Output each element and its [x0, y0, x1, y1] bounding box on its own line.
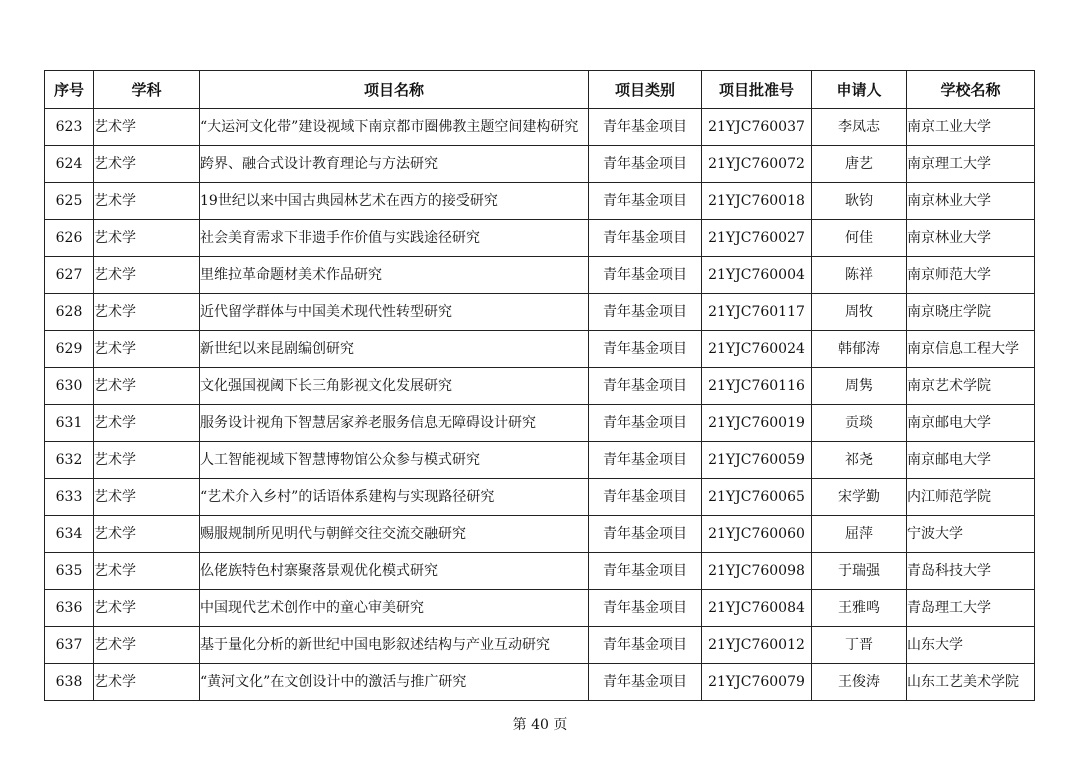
cell-project-name: 中国现代艺术创作中的童心审美研究 — [200, 590, 589, 627]
cell-applicant: 王雅鸣 — [812, 590, 907, 627]
cell-seq: 625 — [45, 183, 94, 220]
table-row — [45, 442, 1035, 479]
cell-project-name: 近代留学群体与中国美术现代性转型研究 — [200, 294, 589, 331]
cell-subject: 艺术学 — [94, 590, 200, 627]
header-subject: 学科 — [94, 71, 200, 109]
cell-approval-code: 21YJC760059 — [702, 442, 812, 479]
cell-applicant: 李凤志 — [812, 109, 907, 146]
cell-seq: 630 — [45, 368, 94, 405]
cell-subject: 艺术学 — [94, 627, 200, 664]
cell-project-name: 服务设计视角下智慧居家养老服务信息无障碍设计研究 — [200, 405, 589, 442]
header-applicant: 申请人 — [812, 71, 907, 109]
cell-subject: 艺术学 — [94, 368, 200, 405]
project-table — [44, 70, 1035, 701]
cell-project-name: 人工智能视域下智慧博物馆公众参与模式研究 — [200, 442, 589, 479]
header-row — [45, 71, 1035, 109]
cell-project-name: “大运河文化带”建设视域下南京都市圈佛教主题空间建构研究 — [200, 109, 589, 146]
cell-project-type: 青年基金项目 — [589, 257, 702, 294]
cell-school: 宁波大学 — [907, 516, 1035, 553]
cell-approval-code: 21YJC760037 — [702, 109, 812, 146]
cell-school: 南京理工大学 — [907, 146, 1035, 183]
cell-school: 青岛科技大学 — [907, 553, 1035, 590]
header-project-type: 项目类别 — [589, 71, 702, 109]
cell-project-type: 青年基金项目 — [589, 590, 702, 627]
cell-project-name: 社会美育需求下非遗手作价值与实践途径研究 — [200, 220, 589, 257]
table-row — [45, 405, 1035, 442]
header-seq: 序号 — [45, 71, 94, 109]
cell-school: 南京信息工程大学 — [907, 331, 1035, 368]
table-row — [45, 220, 1035, 257]
table-row — [45, 664, 1035, 701]
cell-subject: 艺术学 — [94, 109, 200, 146]
table-row — [45, 479, 1035, 516]
cell-seq: 627 — [45, 257, 94, 294]
table-row — [45, 146, 1035, 183]
cell-subject: 艺术学 — [94, 146, 200, 183]
cell-seq: 638 — [45, 664, 94, 701]
cell-subject: 艺术学 — [94, 183, 200, 220]
table-row — [45, 590, 1035, 627]
page-number: 第 40 页 — [512, 717, 568, 733]
table-row — [45, 183, 1035, 220]
cell-seq: 632 — [45, 442, 94, 479]
cell-school: 南京邮电大学 — [907, 442, 1035, 479]
cell-project-name: 赐服规制所见明代与朝鲜交往交流交融研究 — [200, 516, 589, 553]
cell-approval-code: 21YJC760024 — [702, 331, 812, 368]
cell-approval-code: 21YJC760065 — [702, 479, 812, 516]
cell-applicant: 周牧 — [812, 294, 907, 331]
cell-seq: 631 — [45, 405, 94, 442]
cell-project-type: 青年基金项目 — [589, 183, 702, 220]
cell-school: 南京林业大学 — [907, 183, 1035, 220]
cell-applicant: 何佳 — [812, 220, 907, 257]
cell-seq: 629 — [45, 331, 94, 368]
cell-project-type: 青年基金项目 — [589, 479, 702, 516]
table-row — [45, 257, 1035, 294]
cell-subject: 艺术学 — [94, 220, 200, 257]
table-row — [45, 331, 1035, 368]
cell-approval-code: 21YJC760116 — [702, 368, 812, 405]
cell-approval-code: 21YJC760060 — [702, 516, 812, 553]
cell-subject: 艺术学 — [94, 479, 200, 516]
cell-approval-code: 21YJC760098 — [702, 553, 812, 590]
cell-subject: 艺术学 — [94, 553, 200, 590]
cell-applicant: 王俊涛 — [812, 664, 907, 701]
table-row — [45, 294, 1035, 331]
cell-seq: 635 — [45, 553, 94, 590]
cell-project-type: 青年基金项目 — [589, 553, 702, 590]
cell-project-type: 青年基金项目 — [589, 109, 702, 146]
cell-applicant: 于瑞强 — [812, 553, 907, 590]
cell-applicant: 屈萍 — [812, 516, 907, 553]
cell-subject: 艺术学 — [94, 516, 200, 553]
cell-project-name: 基于量化分析的新世纪中国电影叙述结构与产业互动研究 — [200, 627, 589, 664]
cell-school: 山东工艺美术学院 — [907, 664, 1035, 701]
cell-seq: 628 — [45, 294, 94, 331]
cell-seq: 624 — [45, 146, 94, 183]
cell-project-type: 青年基金项目 — [589, 368, 702, 405]
cell-approval-code: 21YJC760018 — [702, 183, 812, 220]
header-project-name: 项目名称 — [200, 71, 589, 109]
cell-approval-code: 21YJC760004 — [702, 257, 812, 294]
cell-applicant: 唐艺 — [812, 146, 907, 183]
cell-project-name: 文化强国视阈下长三角影视文化发展研究 — [200, 368, 589, 405]
table-body — [45, 109, 1035, 701]
cell-seq: 637 — [45, 627, 94, 664]
cell-applicant: 丁晋 — [812, 627, 907, 664]
table-row — [45, 553, 1035, 590]
cell-school: 南京晓庄学院 — [907, 294, 1035, 331]
cell-school: 青岛理工大学 — [907, 590, 1035, 627]
cell-project-type: 青年基金项目 — [589, 516, 702, 553]
cell-subject: 艺术学 — [94, 442, 200, 479]
cell-applicant: 耿钧 — [812, 183, 907, 220]
cell-seq: 623 — [45, 109, 94, 146]
cell-project-name: 里维拉革命题材美术作品研究 — [200, 257, 589, 294]
cell-project-type: 青年基金项目 — [589, 405, 702, 442]
cell-school: 南京工业大学 — [907, 109, 1035, 146]
header-approval-code: 项目批准号 — [702, 71, 812, 109]
cell-subject: 艺术学 — [94, 664, 200, 701]
cell-subject: 艺术学 — [94, 257, 200, 294]
cell-applicant: 宋学勤 — [812, 479, 907, 516]
cell-project-name: 新世纪以来昆剧编创研究 — [200, 331, 589, 368]
cell-project-type: 青年基金项目 — [589, 627, 702, 664]
table-row — [45, 368, 1035, 405]
cell-project-type: 青年基金项目 — [589, 664, 702, 701]
header-school: 学校名称 — [907, 71, 1035, 109]
cell-approval-code: 21YJC760072 — [702, 146, 812, 183]
cell-approval-code: 21YJC760027 — [702, 220, 812, 257]
cell-approval-code: 21YJC760012 — [702, 627, 812, 664]
cell-approval-code: 21YJC760084 — [702, 590, 812, 627]
cell-project-name: 仫佬族特色村寨聚落景观优化模式研究 — [200, 553, 589, 590]
table-row — [45, 516, 1035, 553]
cell-applicant: 祁尧 — [812, 442, 907, 479]
cell-applicant: 陈祥 — [812, 257, 907, 294]
cell-subject: 艺术学 — [94, 405, 200, 442]
cell-seq: 626 — [45, 220, 94, 257]
cell-approval-code: 21YJC760079 — [702, 664, 812, 701]
cell-applicant: 韩郁涛 — [812, 331, 907, 368]
cell-project-type: 青年基金项目 — [589, 220, 702, 257]
cell-subject: 艺术学 — [94, 331, 200, 368]
cell-subject: 艺术学 — [94, 294, 200, 331]
cell-project-name: 跨界、融合式设计教育理论与方法研究 — [200, 146, 589, 183]
cell-applicant: 周隽 — [812, 368, 907, 405]
cell-project-type: 青年基金项目 — [589, 331, 702, 368]
cell-project-type: 青年基金项目 — [589, 146, 702, 183]
cell-school: 山东大学 — [907, 627, 1035, 664]
cell-project-name: “黄河文化”在文创设计中的激活与推广研究 — [200, 664, 589, 701]
cell-seq: 634 — [45, 516, 94, 553]
cell-school: 南京艺术学院 — [907, 368, 1035, 405]
cell-approval-code: 21YJC760019 — [702, 405, 812, 442]
cell-project-name: “艺术介入乡村”的话语体系建构与实现路径研究 — [200, 479, 589, 516]
cell-applicant: 贡琰 — [812, 405, 907, 442]
cell-project-name: 19世纪以来中国古典园林艺术在西方的接受研究 — [200, 183, 589, 220]
cell-project-type: 青年基金项目 — [589, 442, 702, 479]
table-row — [45, 627, 1035, 664]
cell-project-type: 青年基金项目 — [589, 294, 702, 331]
cell-approval-code: 21YJC760117 — [702, 294, 812, 331]
cell-school: 南京师范大学 — [907, 257, 1035, 294]
cell-school: 南京邮电大学 — [907, 405, 1035, 442]
cell-school: 南京林业大学 — [907, 220, 1035, 257]
cell-seq: 633 — [45, 479, 94, 516]
cell-seq: 636 — [45, 590, 94, 627]
cell-school: 内江师范学院 — [907, 479, 1035, 516]
table-row — [45, 109, 1035, 146]
